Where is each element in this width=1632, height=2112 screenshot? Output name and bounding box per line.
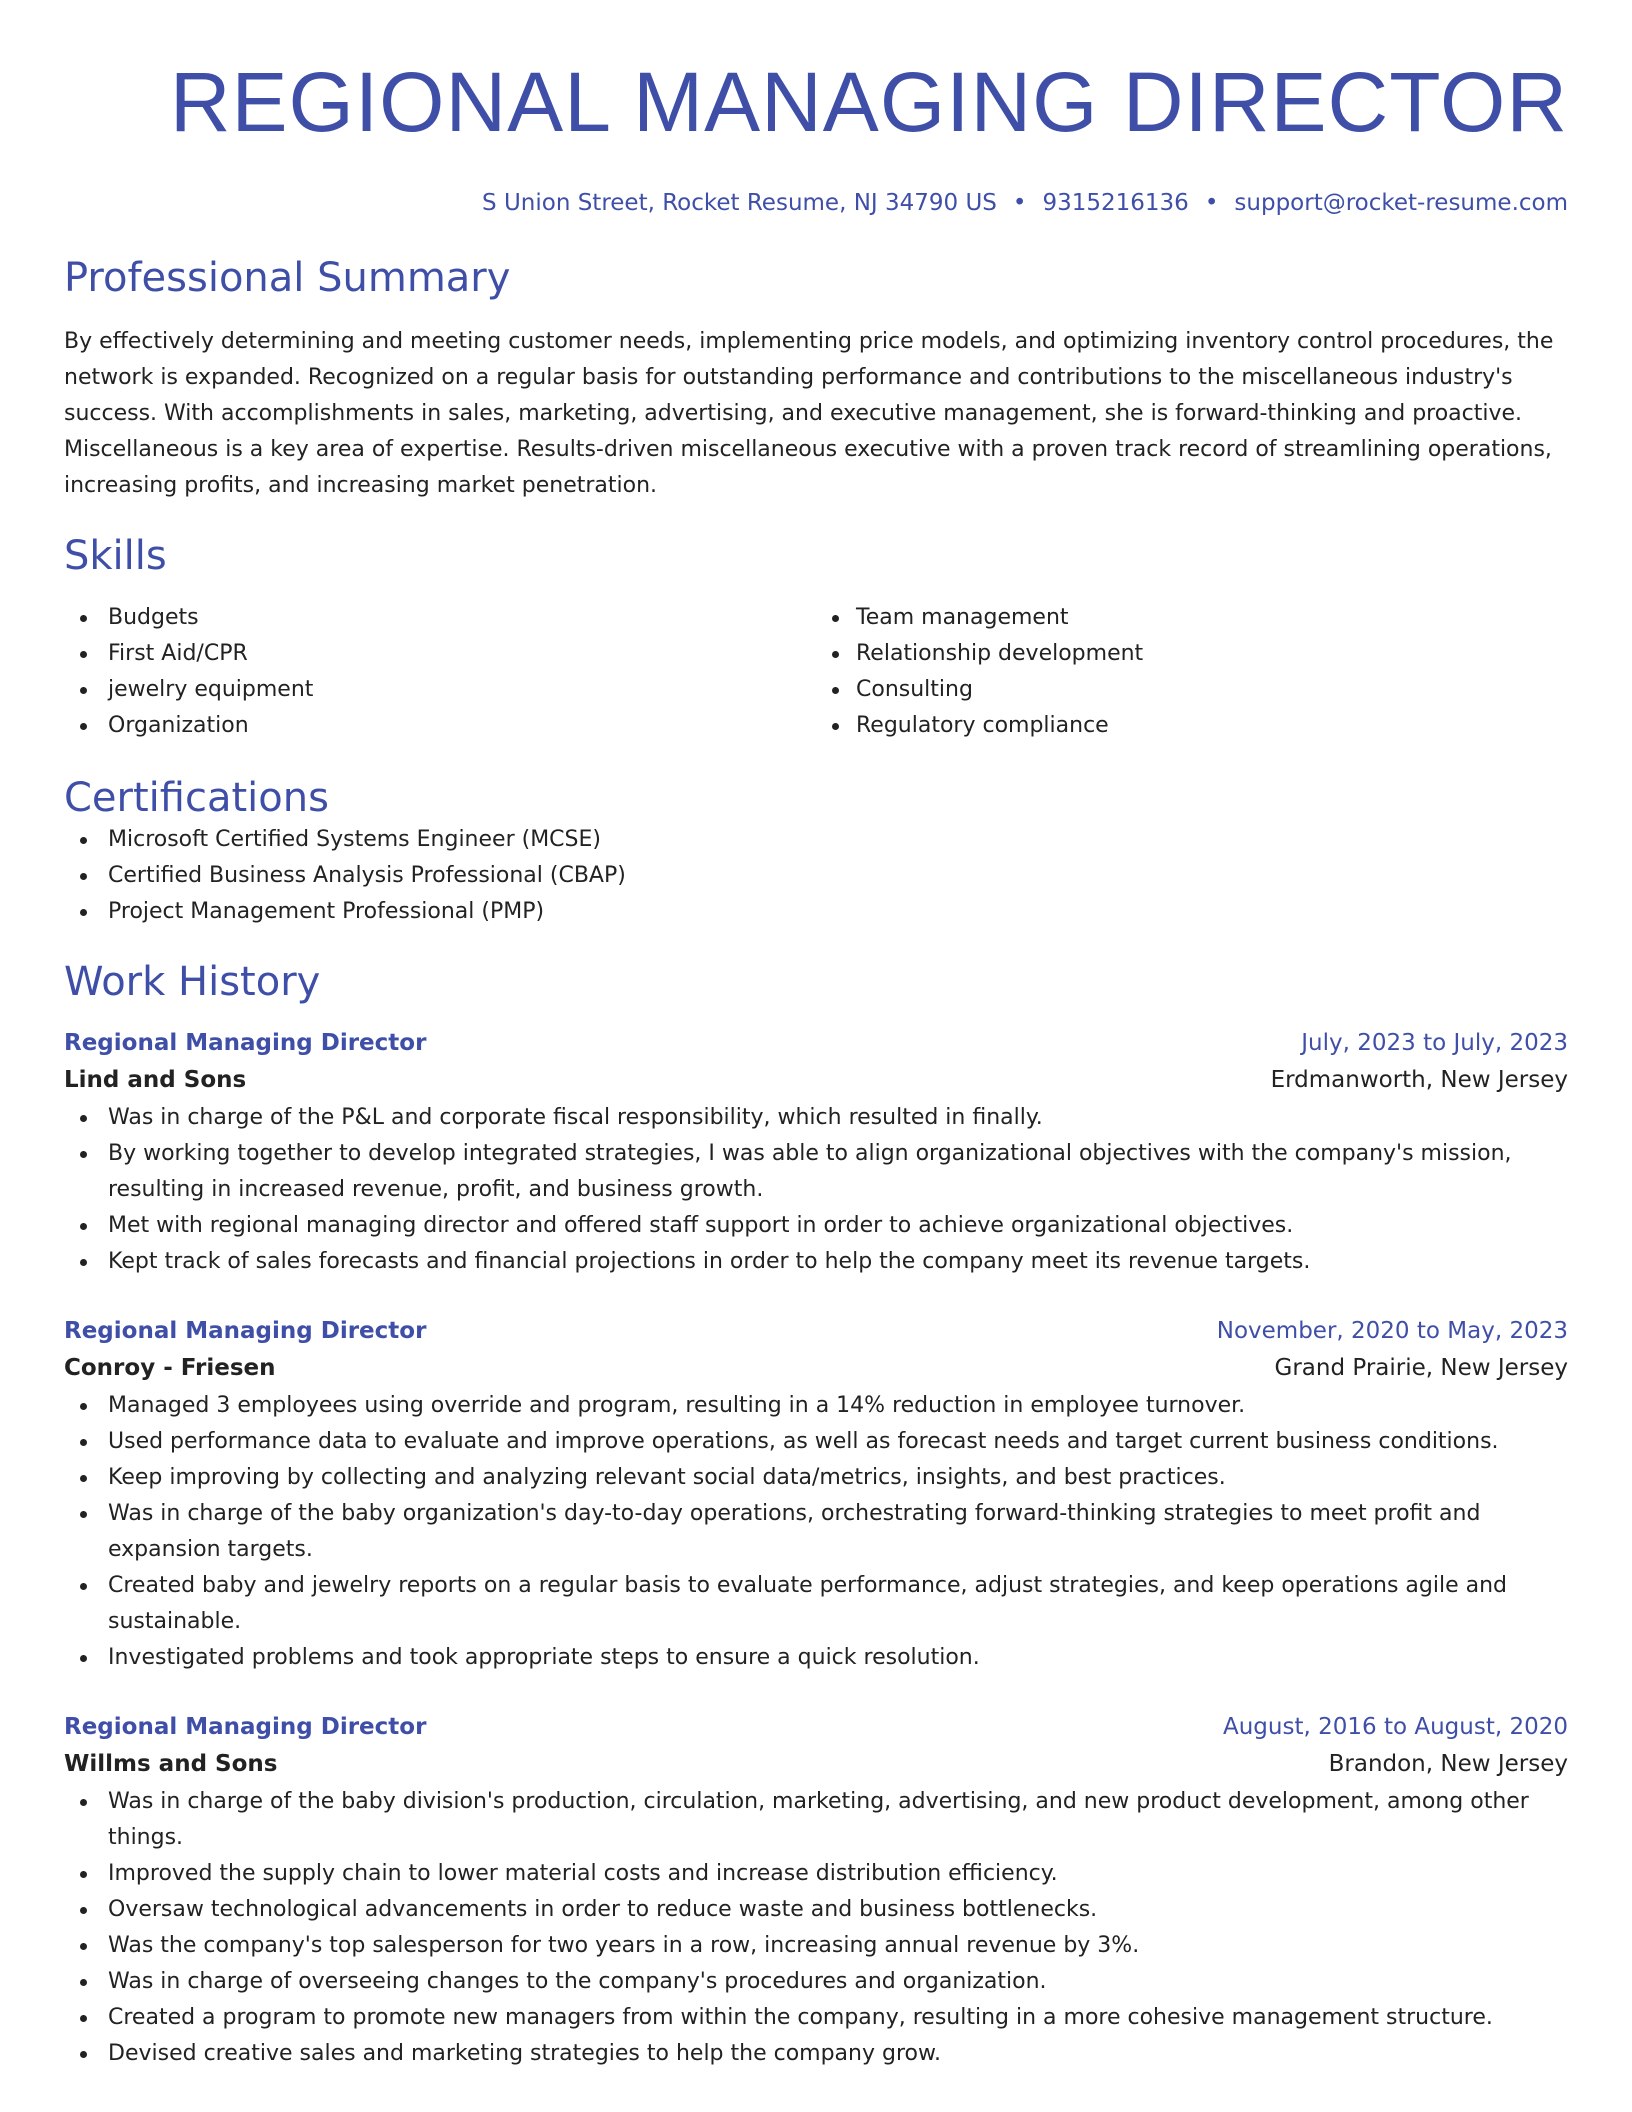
bullet-icon — [832, 651, 839, 658]
skills-grid — [64, 600, 1568, 744]
job-title: Regional Managing Director — [64, 1318, 427, 1344]
job-entry — [64, 1710, 1568, 2072]
job-bullet-text: Was in charge of the P&L and corporate fiscal responsibility, which resulted in finally. — [108, 1105, 1043, 1130]
certification-label: Project Management Professional (PMP) — [108, 899, 545, 924]
bullet-icon — [80, 909, 87, 916]
bullet-icon — [80, 687, 87, 694]
skill-label: First Aid/CPR — [108, 641, 248, 666]
job-entry — [64, 1026, 1568, 1280]
job-bullet — [64, 1244, 1568, 1280]
bullet-icon — [80, 1259, 87, 1266]
certification-label: Microsoft Certified Systems Engineer (MCSE) — [108, 827, 601, 852]
bullet-icon — [80, 873, 87, 880]
job-company: Lind and Sons — [64, 1067, 247, 1093]
bullet-icon — [80, 1943, 87, 1950]
skills-list-right — [816, 600, 1568, 744]
contact-address: S Union Street, Rocket Resume, NJ 34790 US — [482, 190, 997, 216]
bullet-icon — [80, 1871, 87, 1878]
bullet-icon — [80, 2051, 87, 2058]
bullet-icon — [80, 2015, 87, 2022]
bullet-icon — [80, 1799, 87, 1806]
bullet-icon — [80, 651, 87, 658]
job-bullet-text: Keep improving by collecting and analyzing relevant social data/metrics, insights, and best practices. — [108, 1465, 1226, 1490]
bullet-icon — [80, 723, 87, 730]
job-bullet-text: Devised creative sales and marketing strategies to help the company grow. — [108, 2041, 941, 2066]
skill-label: Team management — [856, 605, 1069, 630]
section-title-work-history: Work History — [64, 959, 321, 1005]
certification-item — [64, 858, 1568, 894]
job-bullet — [64, 1856, 1568, 1892]
skill-item — [816, 636, 1568, 672]
skill-item — [816, 672, 1568, 708]
job-bullet-text: Managed 3 employees using override and program, resulting in a 14% reduction in employee turnover. — [108, 1393, 1246, 1418]
section-title-certifications: Certifications — [64, 775, 329, 821]
job-location: Erdmanworth, New Jersey — [1270, 1067, 1568, 1093]
certification-item — [64, 894, 1568, 930]
job-bullet-text: Kept track of sales forecasts and financial projections in order to help the company meet its revenue targets. — [108, 1249, 1311, 1274]
job-bullet-text: Used performance data to evaluate and improve operations, as well as forecast needs and target current business conditions. — [108, 1429, 1499, 1454]
job-bullet-list — [64, 1388, 1568, 1676]
bullet-icon — [80, 1979, 87, 1986]
skills-column-right — [816, 600, 1568, 744]
job-company: Willms and Sons — [64, 1751, 278, 1777]
job-bullet-text: Created baby and jewelry reports on a regular basis to evaluate performance, adjust strategies, and keep operations agile and sustainable. — [108, 1573, 1507, 1634]
skill-item — [64, 600, 816, 636]
job-bullet — [64, 1496, 1568, 1568]
contact-email[interactable]: support@rocket-resume.com — [1234, 190, 1568, 216]
job-bullet-text: Improved the supply chain to lower material costs and increase distribution efficiency. — [108, 1861, 1058, 1886]
contact-line — [64, 188, 1568, 218]
job-title-row — [64, 1710, 1568, 1744]
certifications-list — [64, 822, 1568, 930]
bullet-icon — [80, 1583, 87, 1590]
job-bullet — [64, 1136, 1568, 1208]
skill-label: Organization — [108, 713, 249, 738]
skill-item — [64, 708, 816, 744]
contact-separator: • — [1012, 190, 1027, 216]
job-company-row — [64, 1744, 1568, 1784]
job-bullet — [64, 1100, 1568, 1136]
skills-column-left — [64, 600, 816, 744]
job-title: Regional Managing Director — [64, 1714, 427, 1740]
job-bullet-text: Met with regional managing director and offered staff support in order to achieve organizational objectives. — [108, 1213, 1294, 1238]
skill-label: Regulatory compliance — [856, 713, 1109, 738]
bullet-icon — [832, 723, 839, 730]
job-location: Grand Prairie, New Jersey — [1274, 1355, 1568, 1381]
skill-item — [64, 636, 816, 672]
bullet-icon — [832, 687, 839, 694]
job-bullet-text: Created a program to promote new managers from within the company, resulting in a more cohesive management structure. — [108, 2005, 1493, 2030]
job-bullet — [64, 1568, 1568, 1640]
certification-label: Certified Business Analysis Professional (CBAP) — [108, 863, 626, 888]
job-bullet — [64, 2036, 1568, 2072]
summary-text: By effectively determining and meeting customer needs, implementing price models, and optimizing inventory control procedures, the network is expanded. Recognized on a regular basis for outstanding performance and contributions to the miscellaneous industry's success. With accomplishments in sales, marketing, advertising, and executive management, she is forward-thinking and proactive. Miscellaneous is a key area of expertise. Results-driven miscellaneous executive with a proven track record of streamlining operations, increasing profits, and increasing market penetration. — [64, 329, 1554, 498]
job-title: Regional Managing Director — [64, 1030, 427, 1056]
bullet-icon — [80, 1115, 87, 1122]
job-company-row — [64, 1348, 1568, 1388]
bullet-icon — [80, 1907, 87, 1914]
job-title-row — [64, 1314, 1568, 1348]
skill-item — [64, 672, 816, 708]
certification-item — [64, 822, 1568, 858]
job-bullet-text: Was in charge of overseeing changes to the company's procedures and organization. — [108, 1969, 1047, 1994]
job-bullet — [64, 1784, 1568, 1856]
job-bullet-list — [64, 1100, 1568, 1280]
skill-label: Consulting — [856, 677, 973, 702]
bullet-icon — [80, 1475, 87, 1482]
bullet-icon — [80, 1151, 87, 1158]
job-bullet — [64, 1964, 1568, 2000]
job-entry — [64, 1314, 1568, 1676]
job-bullet — [64, 1424, 1568, 1460]
contact-phone: 9315216136 — [1042, 190, 1189, 216]
job-bullet-text: Was the company's top salesperson for two years in a row, increasing annual revenue by 3%. — [108, 1933, 1140, 1958]
job-dates: July, 2023 to July, 2023 — [1301, 1030, 1568, 1056]
skill-item — [816, 708, 1568, 744]
job-bullet-list — [64, 1784, 1568, 2072]
bullet-icon — [80, 615, 87, 622]
bullet-icon — [80, 1439, 87, 1446]
job-bullet — [64, 1460, 1568, 1496]
skill-label: Budgets — [108, 605, 199, 630]
job-bullet-text: By working together to develop integrated strategies, I was able to align organizational objectives with the company's mission, resulting in increased revenue, profit, and business growth. — [108, 1141, 1512, 1202]
bullet-icon — [80, 1403, 87, 1410]
candidate-title: REGIONAL MANAGING DIRECTOR — [169, 55, 1568, 149]
resume-header — [64, 56, 1568, 218]
job-company: Conroy - Friesen — [64, 1355, 276, 1381]
bullet-icon — [80, 1223, 87, 1230]
job-bullet — [64, 1928, 1568, 1964]
job-bullet-text: Investigated problems and took appropriate steps to ensure a quick resolution. — [108, 1645, 980, 1670]
contact-separator: • — [1204, 190, 1219, 216]
job-company-row — [64, 1060, 1568, 1100]
job-bullet-text: Was in charge of the baby organization's day-to-day operations, orchestrating forward-thinking strategies to meet profit and expansion targets. — [108, 1501, 1481, 1562]
skill-label: jewelry equipment — [108, 677, 314, 702]
skills-list-left — [64, 600, 816, 744]
section-title-skills: Skills — [64, 533, 167, 579]
skill-label: Relationship development — [856, 641, 1144, 666]
bullet-icon — [80, 837, 87, 844]
job-bullet — [64, 1388, 1568, 1424]
job-bullet — [64, 1892, 1568, 1928]
job-bullet-text: Oversaw technological advancements in order to reduce waste and business bottlenecks. — [108, 1897, 1098, 1922]
bullet-icon — [832, 615, 839, 622]
skill-item — [816, 600, 1568, 636]
job-location: Brandon, New Jersey — [1328, 1751, 1568, 1777]
job-bullet — [64, 1640, 1568, 1676]
job-bullet-text: Was in charge of the baby division's production, circulation, marketing, advertising, and new product development, among other things. — [108, 1789, 1529, 1850]
bullet-icon — [80, 1655, 87, 1662]
job-bullet — [64, 1208, 1568, 1244]
bullet-icon — [80, 1511, 87, 1518]
job-bullet — [64, 2000, 1568, 2036]
job-dates: August, 2016 to August, 2020 — [1223, 1714, 1568, 1740]
job-title-row — [64, 1026, 1568, 1060]
job-dates: November, 2020 to May, 2023 — [1216, 1318, 1568, 1344]
section-title-summary: Professional Summary — [64, 255, 511, 301]
